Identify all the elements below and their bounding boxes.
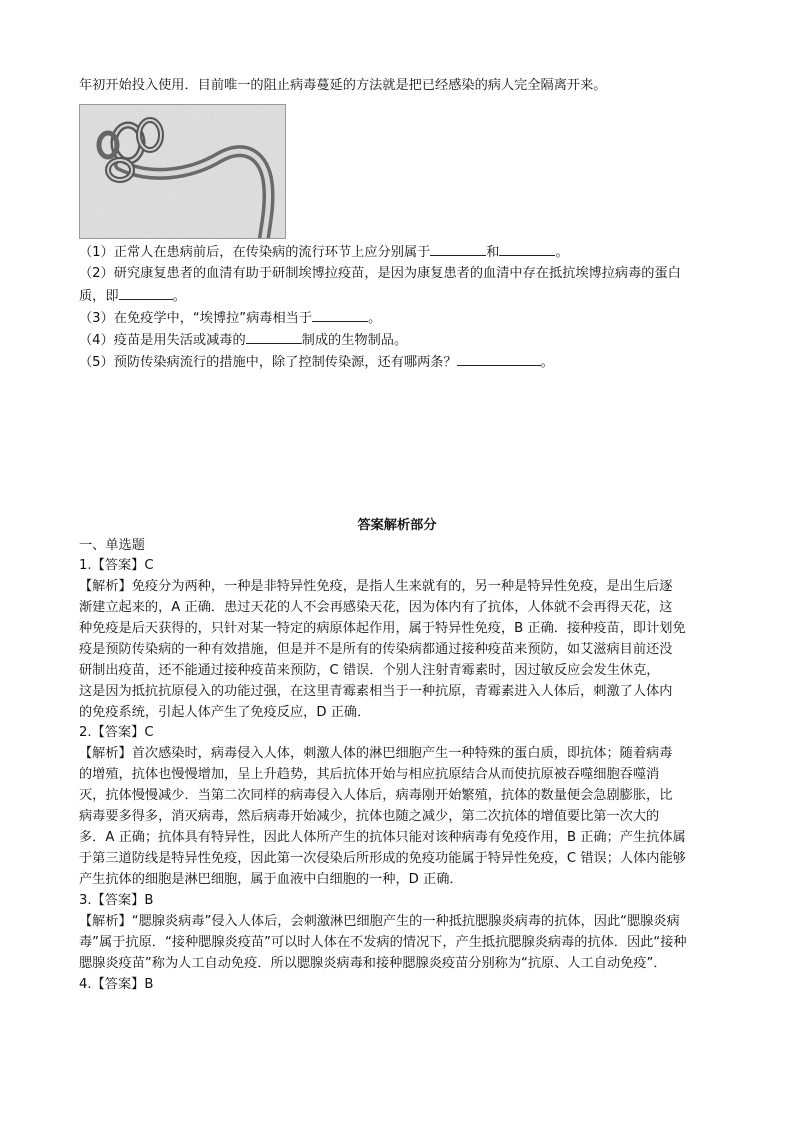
answer-section-title: 答案解析部分 [357,518,437,533]
question-4 [79,329,715,352]
answer-line: 于第三道防线是特异性免疫，因此第一次侵染后所形成的免疫功能属于特异性免疫，C 错误；人体内能够 [79,851,686,866]
question-1-text: （1）正常人在患病前后，在传染病的流行环节上应分别属于 [79,245,431,260]
answer-line: 渐建立起来的，A 正确．患过天花的人不会再感染天花，因为体内有了抗体，人体就不会再得天花，这 [79,600,673,615]
question-1 [79,241,715,264]
answer-line: 4.【答案】B [79,977,154,992]
question-2-line-1: （2）研究康复患者的血清有助于研制埃博拉疫苗，是因为康复患者的血清中存在抵抗埃博拉病毒的蛋白 [79,266,681,281]
answer-line: 灭，抗体慢慢减少．当第二次同样的病毒侵入人体后，病毒刚开始繁殖，抗体的数量便会急剧膨胀，比 [79,788,673,803]
question-3 [79,307,715,330]
question-2-text: 质，即 [79,289,119,304]
answer-line: 2.【答案】C [79,725,154,740]
question-5-end: 。 [540,355,554,370]
answer-line: 种免疫是后天获得的，只针对某一特定的病原体起作用，属于特异性免疫，B 正确．接种疫苗，即计划免 [79,621,686,636]
answer-blank-1a[interactable] [430,241,486,256]
answer-part-heading: 一、单选题 [79,538,145,553]
answer-line: 疫是预防传染病的一种有效措施，但是并不是所有的传染病都通过接种疫苗来预防，如艾滋病目前还没 [79,642,673,657]
answer-blank-2[interactable] [119,285,173,300]
question-1-mid: 和 [486,245,500,260]
answer-blank-4[interactable] [246,329,302,344]
answer-line: 研制出疫苗，还不能通过接种疫苗来预防，C 错误．个别人注射青霉素时，因过敏反应会发生休克， [79,663,660,678]
answer-blank-5[interactable] [457,351,541,366]
answer-line: 【解析】免疫分为两种，一种是非特异性免疫，是指人生来就有的，另一种是特异性免疫，是出生后逐 [79,579,673,594]
question-2-line-2 [79,285,715,308]
question-2-end: 。 [172,289,186,304]
answer-line: 多．A 正确；抗体具有特异性，因此人体所产生的抗体只能对该种病毒有免疫作用，B 正确；产生抗体属 [79,830,686,845]
ebola-virus-micrograph-icon [79,104,286,239]
answer-blank-3[interactable] [312,307,368,322]
question-5-text: （5）预防传染病流行的措施中，除了控制传染源，还有哪两条？ [79,355,457,370]
answer-line: 病毒要多得多，消灭病毒，然后病毒开始减少，抗体也随之减少，第二次抗体的增值要比第一次大的 [79,809,660,824]
answer-blank-1b[interactable] [499,241,555,256]
answer-line: 产生抗体的细胞是淋巴细胞，属于血液中白细胞的一种，D 正确． [79,872,463,887]
answer-line: 腮腺炎疫苗”称为人工自动免疫．所以腮腺炎病毒和接种腮腺炎疫苗分别称为“抗原、人工自动免疫”． [79,956,667,971]
question-3-end: 。 [368,311,382,326]
question-5 [79,351,715,374]
answer-line: 这是因为抵抗抗原侵入的功能过强，在这里青霉素相当于一种抗原，青霉素进入人体后，刺激了人体内 [79,684,673,699]
question-3-text: （3）在免疫学中，“埃博拉”病毒相当于 [79,311,313,326]
intro-text: 年初开始投入使用．目前唯一的阻止病毒蔓延的方法就是把已经感染的病人完全隔离开来。 [79,78,607,93]
question-4-text: （4）疫苗是用失活或减毒的 [79,333,246,348]
answer-line: 的免疫系统，引起人体产生了免疫反应，D 正确． [79,705,371,720]
answer-line: 【解析】首次感染时，病毒侵入人体，刺激人体的淋巴细胞产生一种特殊的蛋白质，即抗体；随着病毒 [79,746,673,761]
answer-line: 毒”属于抗原．“接种腮腺炎疫苗”可以时人体在不发病的情况下，产生抵抗腮腺炎病毒的抗体．因此“接种 [79,935,687,950]
answer-line: 3.【答案】B [79,893,154,908]
answer-line: 【解析】“腮腺炎病毒”侵入人体后，会刺激淋巴细胞产生的一种抵抗腮腺炎病毒的抗体，因此“腮腺炎病 [79,914,680,929]
question-1-end: 。 [555,245,569,260]
answer-line: 1.【答案】C [79,558,154,573]
question-4-end: 制成的生物制品。 [301,333,408,348]
answer-line: 的增殖，抗体也慢慢增加，呈上升趋势，其后抗体开始与相应抗原结合从而使抗原被吞噬细胞吞噬消 [79,767,660,782]
ebola-virus-micrograph-svg [80,105,285,238]
